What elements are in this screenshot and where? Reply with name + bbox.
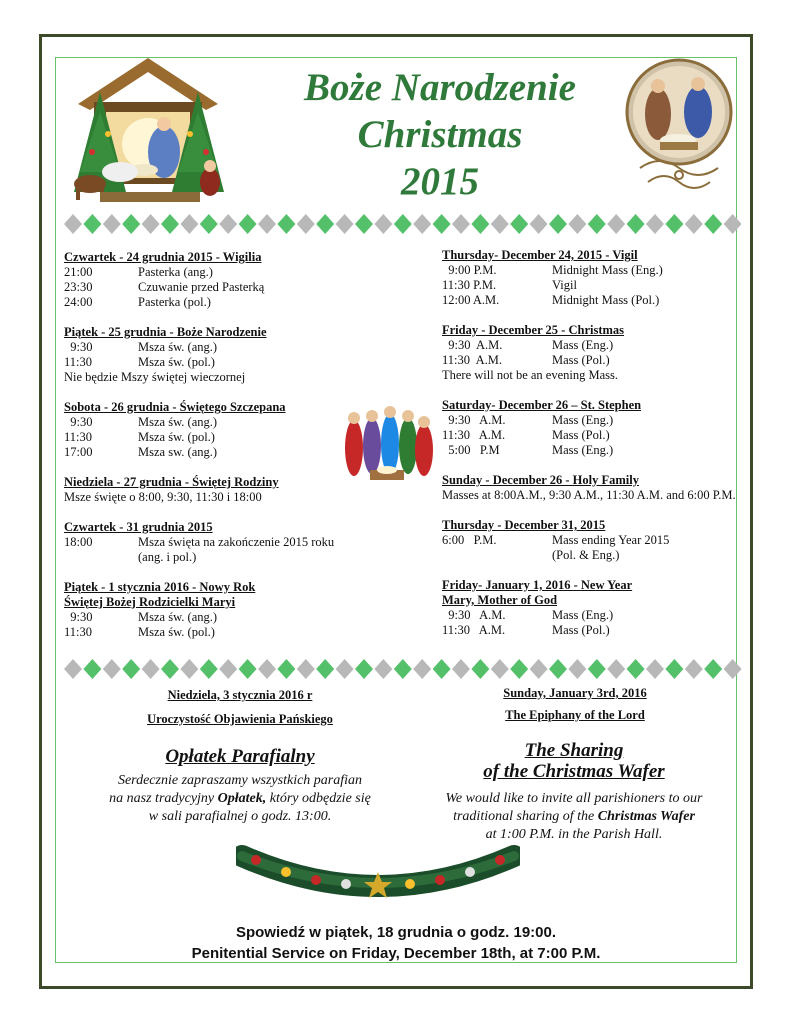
- schedule-row: [442, 293, 742, 308]
- diamond-mark: [530, 659, 548, 679]
- schedule-row: [64, 550, 354, 565]
- schedule-row: [442, 623, 742, 638]
- schedule-section: [64, 520, 354, 565]
- diamond-mark: [180, 214, 198, 234]
- mass-time: 23:30: [64, 280, 93, 294]
- mass-time: 6:00 P.M.: [442, 533, 497, 547]
- mass-description: Msza św. (pol.): [138, 430, 215, 444]
- nativity-scene-icon: [60, 52, 236, 216]
- diamond-mark: [180, 659, 198, 679]
- schedule-row: [64, 535, 354, 550]
- mass-description: (Pol. & Eng.): [552, 548, 620, 562]
- schedule-row: [64, 625, 354, 640]
- schedule-section: [64, 325, 354, 385]
- diamond-mark: [316, 214, 334, 234]
- section-heading: Sobota - 26 grudnia - Świętego Szczepana: [64, 400, 286, 414]
- section-subheading: Świętej Bożej Rodzicielki Maryi: [64, 595, 236, 609]
- section-heading: Piątek - 25 grudnia - Boże Narodzenie: [64, 325, 267, 339]
- diamond-mark: [452, 659, 470, 679]
- diamond-mark: [142, 659, 160, 679]
- wafer-title-english: [420, 740, 728, 782]
- mass-description: Czuwanie przed Pasterką: [138, 280, 265, 294]
- schedule-row: [64, 265, 354, 280]
- wafer-line-2a: traditional sharing of the: [453, 809, 598, 824]
- diamond-divider-top: [63, 212, 743, 236]
- christmas-garland-icon: [236, 842, 520, 908]
- schedule-section: [442, 398, 742, 458]
- diamond-mark: [491, 659, 509, 679]
- schedule-section: [64, 475, 354, 505]
- diamond-mark: [704, 659, 722, 679]
- diamond-mark: [83, 659, 101, 679]
- diamond-mark: [297, 214, 315, 234]
- diamond-mark: [471, 214, 489, 234]
- mass-time: 9:30: [64, 610, 93, 624]
- diamond-mark: [588, 659, 606, 679]
- diamond-mark: [665, 659, 683, 679]
- schedule-row: [442, 413, 742, 428]
- schedule-row: [442, 278, 742, 293]
- diamond-mark: [433, 659, 451, 679]
- diamond-mark: [277, 214, 295, 234]
- diamond-mark: [336, 214, 354, 234]
- diamond-mark: [510, 214, 528, 234]
- diamond-mark: [161, 659, 179, 679]
- schedule-section: [64, 400, 354, 460]
- section-note: Masses at 8:00A.M., 9:30 A.M., 11:30 A.M. and 6:00 P.M.: [442, 488, 736, 502]
- title-line-english: Christmas: [357, 113, 523, 156]
- diamond-mark: [277, 659, 295, 679]
- diamond-mark: [413, 659, 431, 679]
- mass-description: Mass (Pol.): [552, 623, 610, 637]
- diamond-mark: [239, 214, 257, 234]
- diamond-mark: [103, 214, 121, 234]
- diamond-mark: [549, 214, 567, 234]
- diamond-mark: [297, 659, 315, 679]
- diamond-mark: [161, 214, 179, 234]
- diamond-divider-middle: [63, 657, 743, 681]
- schedule-row: [64, 340, 354, 355]
- diamond-mark: [433, 214, 451, 234]
- mass-time: 24:00: [64, 295, 93, 309]
- mass-description: Pasterka (pol.): [138, 295, 211, 309]
- section-heading: Saturday- December 26 – St. Stephen: [442, 398, 642, 412]
- mass-time: 9:30 A.M.: [442, 413, 506, 427]
- diamond-mark: [355, 659, 373, 679]
- mass-description: Midnight Mass (Eng.): [552, 263, 663, 277]
- mass-time: 11:30 P.M.: [442, 278, 497, 292]
- schedule-row: [442, 443, 742, 458]
- schedule-row: [442, 608, 742, 623]
- oplatek-line-3: w sali parafialnej o godz. 13:00.: [148, 809, 332, 824]
- schedule-row: [64, 415, 354, 430]
- mass-time: 9:30 A.M.: [442, 338, 503, 352]
- diamond-mark: [607, 659, 625, 679]
- diamond-mark: [394, 214, 412, 234]
- wafer-invitation-english: [410, 790, 738, 844]
- diamond-mark: [64, 659, 82, 679]
- schedule-section: [64, 250, 354, 310]
- diamond-mark: [336, 659, 354, 679]
- schedule-row: [442, 338, 742, 353]
- mass-time: [442, 548, 552, 563]
- mass-description: Pasterka (ang.): [138, 265, 213, 279]
- diamond-mark: [258, 214, 276, 234]
- diamond-mark: [471, 659, 489, 679]
- diamond-mark: [219, 214, 237, 234]
- oplatek-line-2a: na nasz tradycyjny: [109, 791, 218, 806]
- mass-description: Mass (Pol.): [552, 353, 610, 367]
- mass-description: Mass (Eng.): [552, 338, 614, 352]
- section-heading: Sunday - December 26 - Holy Family: [442, 473, 639, 487]
- section-heading: Thursday - December 31, 2015: [442, 518, 606, 532]
- mass-description: Vigil: [552, 278, 577, 292]
- diamond-mark: [374, 214, 392, 234]
- schedule-row: [442, 428, 742, 443]
- mass-description: Msza sw. (ang.): [138, 445, 218, 459]
- schedule-row: [64, 610, 354, 625]
- schedule-row: [442, 263, 742, 278]
- nativity-figurines-icon: [340, 400, 436, 488]
- oplatek-line-2c: który odbędzie się: [266, 791, 371, 806]
- wafer-line-1: We would like to invite all parishioners to our: [445, 791, 703, 806]
- mass-time: 9:30: [64, 415, 93, 429]
- epiphany-feast-polish: Uroczystość Objawienia Pańskiego: [147, 712, 333, 726]
- mass-description: Msza św. (ang.): [138, 610, 218, 624]
- diamond-mark: [704, 214, 722, 234]
- diamond-mark: [83, 214, 101, 234]
- mass-time: [64, 550, 138, 565]
- diamond-mark: [627, 659, 645, 679]
- mass-time: 18:00: [64, 535, 93, 549]
- schedule-section: [442, 473, 742, 503]
- section-subheading: Mary, Mother of God: [442, 593, 558, 607]
- schedule-section: [64, 580, 354, 640]
- schedule-row: [442, 533, 742, 548]
- diamond-mark: [122, 659, 140, 679]
- diamond-mark: [724, 659, 742, 679]
- diamond-mark: [685, 214, 703, 234]
- section-heading: Friday- January 1, 2016 - New Year: [442, 578, 633, 592]
- mass-description: Mass ending Year 2015: [552, 533, 670, 547]
- diamond-mark: [239, 659, 257, 679]
- diamond-mark: [122, 214, 140, 234]
- diamond-mark: [568, 659, 586, 679]
- schedule-section: [442, 518, 742, 563]
- wafer-title-line-2: of the Christmas Wafer: [483, 761, 665, 782]
- diamond-mark: [646, 659, 664, 679]
- section-heading: Piątek - 1 stycznia 2016 - Nowy Rok: [64, 580, 256, 594]
- section-heading: Thursday- December 24, 2015 - Vigil: [442, 248, 638, 262]
- diamond-mark: [627, 214, 645, 234]
- diamond-mark: [665, 214, 683, 234]
- holy-family-icon: [620, 58, 738, 198]
- wafer-line-3: at 1:00 P.M. in the Parish Hall.: [485, 827, 663, 842]
- oplatek-word: Opłatek,: [217, 791, 267, 806]
- mass-time: 11:30: [64, 430, 93, 444]
- diamond-mark: [64, 214, 82, 234]
- oplatek-title-polish: Opłatek Parafialny: [165, 746, 315, 767]
- diamond-mark: [724, 214, 742, 234]
- diamond-mark: [413, 214, 431, 234]
- title-line-year: 2015: [401, 160, 479, 203]
- diamond-mark: [142, 214, 160, 234]
- diamond-mark: [374, 659, 392, 679]
- schedule-row: [64, 445, 354, 460]
- diamond-mark: [103, 659, 121, 679]
- diamond-mark: [219, 659, 237, 679]
- diamond-mark: [510, 659, 528, 679]
- english-schedule: [442, 248, 742, 653]
- mass-description: Msza św. (ang.): [138, 340, 218, 354]
- mass-time: 11:30: [64, 625, 93, 639]
- oplatek-line-1: Serdecznie zapraszamy wszystkich parafian: [117, 773, 363, 788]
- diamond-mark: [452, 214, 470, 234]
- diamond-mark: [549, 659, 567, 679]
- schedule-section: [442, 323, 742, 383]
- schedule-row: [64, 355, 354, 370]
- schedule-row: [64, 430, 354, 445]
- diamond-mark: [607, 214, 625, 234]
- mass-description: Msza św. (pol.): [138, 355, 215, 369]
- diamond-mark: [258, 659, 276, 679]
- section-heading: Friday - December 25 - Christmas: [442, 323, 625, 337]
- oplatek-invitation-polish: [60, 772, 420, 826]
- diamond-mark: [588, 214, 606, 234]
- wafer-title-line-1: The Sharing: [524, 740, 624, 761]
- mass-description: Mass (Eng.): [552, 413, 614, 427]
- mass-description: Mass (Eng.): [552, 443, 614, 457]
- epiphany-date-polish: Niedziela, 3 stycznia 2016 r: [167, 688, 313, 702]
- mass-description: Msza św. (pol.): [138, 625, 215, 639]
- schedule-row: [64, 280, 354, 295]
- schedule-row: [64, 295, 354, 310]
- mass-description: Msza święta na zakończenie 2015 roku: [138, 535, 335, 549]
- title-line-polish: Boże Narodzenie: [304, 66, 576, 109]
- section-heading: Czwartek - 31 grudnia 2015: [64, 520, 213, 534]
- diamond-mark: [316, 659, 334, 679]
- wafer-word: Christmas Wafer: [597, 809, 695, 824]
- mass-time: 11:30 A.M.: [442, 353, 502, 367]
- diamond-mark: [530, 214, 548, 234]
- polish-schedule: [64, 250, 354, 655]
- page-title: [240, 64, 640, 205]
- mass-time: 11:30 A.M.: [442, 428, 506, 442]
- mass-description: Mass (Eng.): [552, 608, 614, 622]
- schedule-row: [442, 548, 742, 563]
- schedule-row: [442, 353, 742, 368]
- mass-time: 9:30 A.M.: [442, 608, 506, 622]
- wafer-line-2: [410, 808, 738, 826]
- diamond-mark: [685, 659, 703, 679]
- mass-description: (ang. i pol.): [138, 550, 197, 564]
- mass-time: 12:00 A.M.: [442, 293, 500, 307]
- diamond-mark: [491, 214, 509, 234]
- mass-time: 9:30: [64, 340, 93, 354]
- schedule-section: [442, 578, 742, 638]
- diamond-mark: [200, 214, 218, 234]
- section-note: Nie będzie Mszy świętej wieczornej: [64, 370, 246, 384]
- mass-time: 21:00: [64, 265, 93, 279]
- section-note: There will not be an evening Mass.: [442, 368, 618, 382]
- epiphany-date-english: Sunday, January 3rd, 2016: [503, 686, 647, 700]
- diamond-mark: [646, 214, 664, 234]
- mass-time: 5:00 P.M: [442, 443, 500, 457]
- section-heading: Czwartek - 24 grudnia 2015 - Wigilia: [64, 250, 262, 264]
- schedule-section: [442, 248, 742, 308]
- confession-polish: Spowiedź w piątek, 18 grudnia o godz. 19:00.: [235, 924, 557, 941]
- mass-description: Msza św. (ang.): [138, 415, 218, 429]
- diamond-mark: [568, 214, 586, 234]
- mass-time: 11:30: [64, 355, 93, 369]
- section-heading: Niedziela - 27 grudnia - Świętej Rodziny: [64, 475, 279, 489]
- epiphany-feast-english: The Epiphany of the Lord: [505, 708, 645, 722]
- mass-time: 11:30 A.M.: [442, 623, 506, 637]
- mass-description: Midnight Mass (Pol.): [552, 293, 660, 307]
- mass-time: 17:00: [64, 445, 93, 459]
- section-note: Msze święte o 8:00, 9:30, 11:30 i 18:00: [64, 490, 262, 504]
- oplatek-line-2: [60, 790, 420, 808]
- diamond-mark: [200, 659, 218, 679]
- mass-time: 9:00 P.M.: [442, 263, 497, 277]
- confession-english: Penitential Service on Friday, December 18th, at 7:00 P.M.: [191, 945, 601, 962]
- diamond-mark: [355, 214, 373, 234]
- mass-description: Mass (Pol.): [552, 428, 610, 442]
- diamond-mark: [394, 659, 412, 679]
